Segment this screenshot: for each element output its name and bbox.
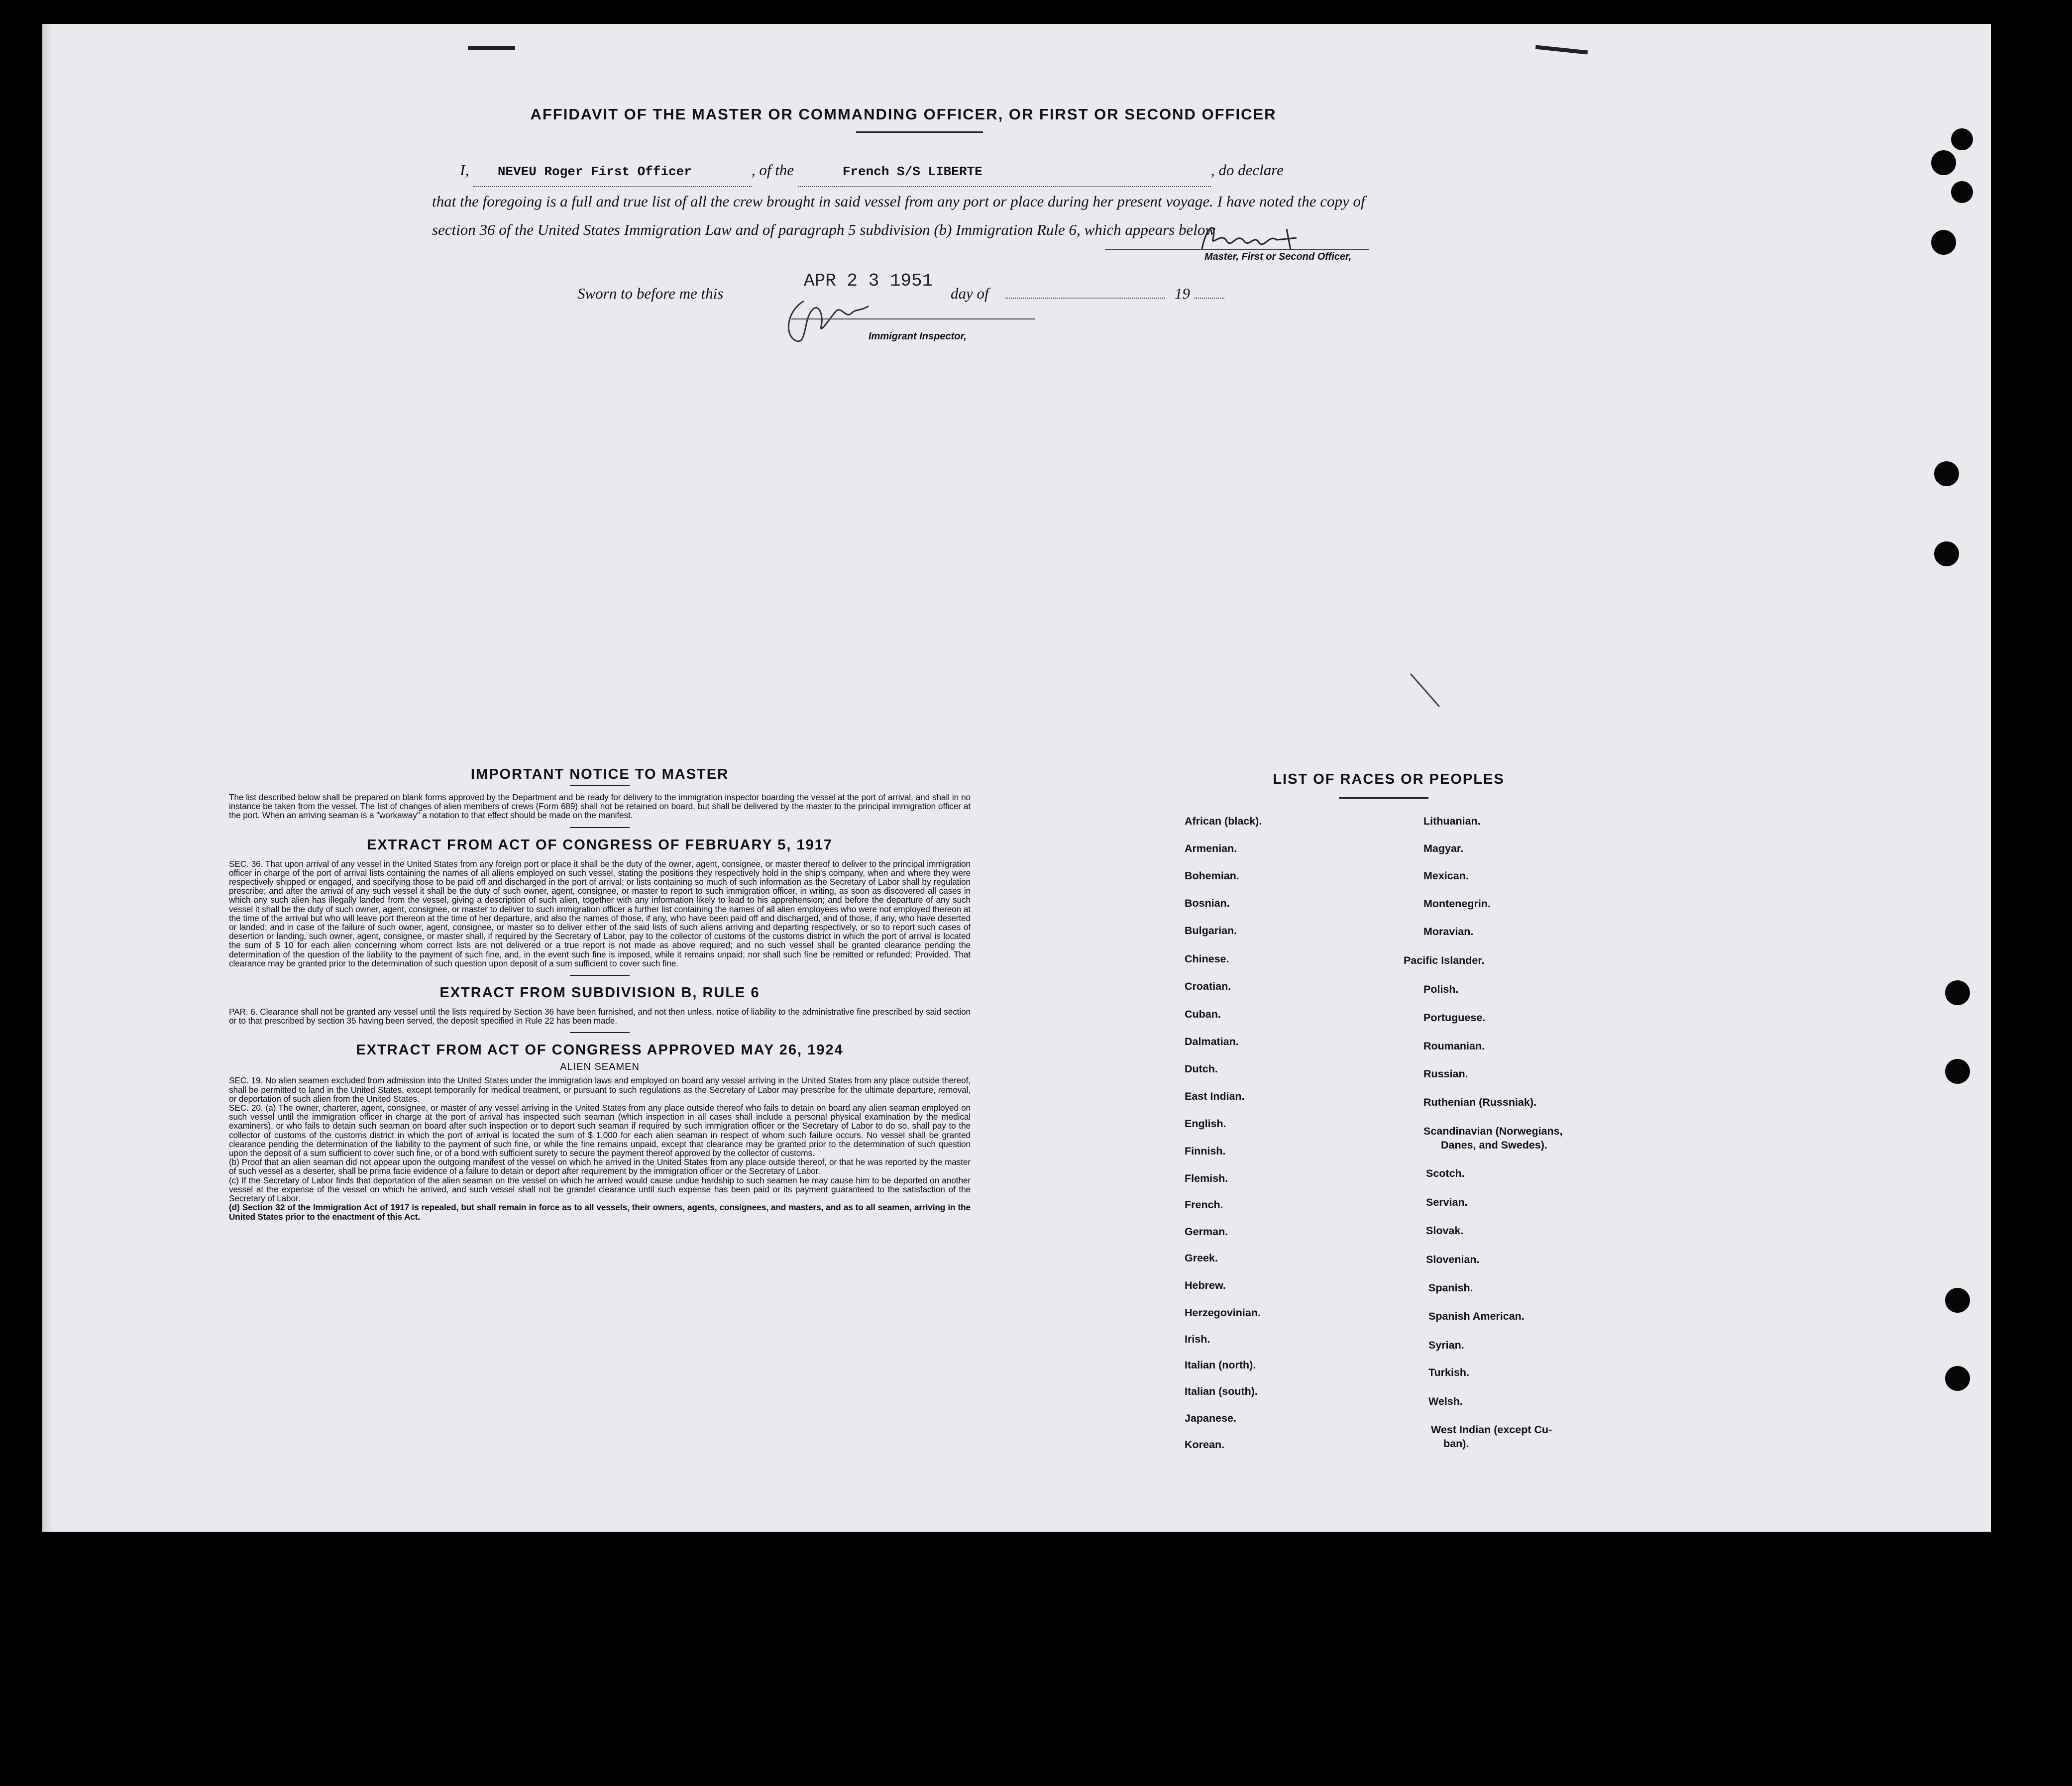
races-title: LIST OF RACES OR PEOPLES <box>1273 771 1505 787</box>
stray-mark <box>1409 672 1443 712</box>
subdivision-title: EXTRACT FROM SUBDIVISION B, RULE 6 <box>439 985 760 1001</box>
race-item: Armenian. <box>1185 842 1237 854</box>
race-item: Hebrew. <box>1185 1279 1226 1291</box>
punch-hole <box>1931 230 1956 255</box>
punch-hole <box>1934 541 1959 566</box>
extract-1924-paragraph: (c) If the Secretary of Labor finds that deportation of the alien seaman on the vessel on which he arrived would cause undue hardship to such seamen he may cause him to be deported on another vessel at the expense of the vessel on which he arrived, and such vessel shall not be grandet clearance until such expense has been paid or its payment guaranteed to the satisfaction of the Secretary of Labor. <box>229 1175 971 1204</box>
punch-hole <box>1945 980 1970 1005</box>
race-item: Herzegovinian. <box>1185 1307 1261 1319</box>
race-item: Finnish. <box>1185 1145 1226 1157</box>
race-item: Dalmatian. <box>1185 1036 1239 1048</box>
race-item: Spanish. <box>1428 1282 1473 1294</box>
race-item: Bohemian. <box>1185 870 1239 882</box>
race-item: Cuban. <box>1185 1008 1221 1020</box>
race-item: ban). <box>1443 1438 1469 1450</box>
race-item: Flemish. <box>1185 1172 1228 1184</box>
affidavit-title: AFFIDAVIT OF THE MASTER OR COMMANDING OFFICER, OR FIRST OR SECOND OFFICER <box>530 105 1277 123</box>
officer-signature <box>1197 219 1316 256</box>
race-item: Scotch. <box>1426 1167 1465 1179</box>
title-underline <box>856 131 983 133</box>
punch-hole <box>1934 461 1959 486</box>
notice-divider <box>570 827 630 828</box>
extract-1924-paragraph: (d) Section 32 of the Immigration Act of 1917 is repealed, but shall remain in force as to all vessels, their owners, agents, consignees, and masters, and as to all seamen, arriving in the United States prior to the enactment of this Act. <box>229 1202 971 1222</box>
extract-1924-title: EXTRACT FROM ACT OF CONGRESS APPROVED MAY 26, 1924 <box>356 1042 844 1058</box>
extract-1917-text: SEC. 36. That upon arrival of any vessel in the United States from any foreign port or place it shall be the duty of the owner, agent, consignee, or master thereof to deliver to the principal immigration officer in charge of the port of arrival lists containing the names of all aliens employed on such vessel, stating the positions they respectively hold in the ship's company, when and where they were respectively shipped or engaged, and specifying those to be paid off and discharged in the port of arrival; or lists containing so much of such information as the Secretary of Labor shall by regulation prescribe; and after the arrival of any such vessel it shall be the duty of such owner, agent, consignee, or master to report to such immigration officer, in writing, as soon as discovered all cases in which any such alien has illegally landed from the vessel, giving a description of such alien, together with any information likely to lead to his apprehension; and before the departure of any such vessel it shall be the duty of such owner, agent, consignee, or master to deliver to such immigration officer a further list containing the names of all alien employees who were not employed thereon at the time of the arrival but who will leave port thereon at the time of her departure, and also the names of those, if any, who have been paid off and discharged, and of those, if any, who have deserted or landed; and in case of the failure of such owner, agent, consignee, or master so to deliver either of the said lists of such aliens arriving and departing respectively, or so to report such cases of desertion or landing, such owner, agent, consignee, or master shall, if required by the Secretary of Labor, pay to the collector of customs of the customs district in which the port of arrival is located the sum of $ 10 for each alien concerning whom correct lists are not delivered or a true report is not made as above required; and no such vessel shall be granted clearance pending the determination of the question of the liability to the payment of such fine, and, in the event such fine is imposed, while it remains unpaid; nor shall such fine be remitted or refunded; Provided. That clearance may be granted prior to the determination of such question upon deposit of a sum sufficient to cover such fine. <box>229 858 971 968</box>
punch-hole <box>1951 128 1973 150</box>
race-item: Russian. <box>1423 1068 1468 1080</box>
officer-label: Master, First or Second Officer, <box>1204 251 1352 262</box>
race-item: Scandinavian (Norwegians, <box>1423 1125 1563 1137</box>
race-item: East Indian. <box>1185 1090 1245 1102</box>
race-item: Polish. <box>1423 983 1459 995</box>
declaration-of-the: , of the <box>751 161 794 179</box>
race-item: Spanish American. <box>1428 1310 1525 1322</box>
notice-text: The list described below shall be prepared on blank forms approved by the Department and be ready for delivery to the immigration inspector boarding the vessel at the port of arrival, and shall in no instance be taken from the vessel. The list of changes of alien members of crews (Form 689) shall not be retained on board, but shall be delivered by the master to the principal immigration officer at the port. When an arriving seaman is a "workaway" a notation to that effect should be made on the manifest. <box>229 792 971 821</box>
declaration-line <box>460 156 1373 187</box>
extract-1924-paragraph: SEC. 19. No alien seamen excluded from admission into the United States under the immigration laws and employed on board any vessel arriving in the United States from any place outside thereof, shall be permitted to land in the United States, except temporarily for medical treatment, or pursuant to such regulations as the Secretary of Labor may prescribe for the ultimate departure, removal, or deportation of such alien from the United States. <box>229 1075 971 1104</box>
race-item: French. <box>1185 1199 1223 1211</box>
race-item: Moravian. <box>1423 926 1474 938</box>
race-item: African (black). <box>1185 815 1262 827</box>
race-item: English. <box>1185 1118 1226 1130</box>
subdivision-divider <box>570 1032 630 1033</box>
punch-hole <box>1931 150 1956 175</box>
race-item: Japanese. <box>1185 1412 1236 1424</box>
race-item: Dutch. <box>1185 1063 1218 1075</box>
edge-mark <box>468 46 515 50</box>
race-item: Chinese. <box>1185 953 1229 965</box>
race-item: Slovak. <box>1426 1225 1464 1237</box>
race-item: Pacific Islander. <box>1404 954 1485 966</box>
alien-seamen-subtitle: ALIEN SEAMEN <box>560 1061 640 1073</box>
race-item: Syrian. <box>1428 1339 1464 1351</box>
punch-hole <box>1945 1366 1970 1391</box>
race-item: Mexican. <box>1423 870 1469 882</box>
declaration-i: I, <box>460 161 469 179</box>
year-line <box>1195 298 1224 299</box>
race-item: Danes, and Swedes). <box>1441 1139 1547 1151</box>
race-item: Portuguese. <box>1423 1012 1486 1024</box>
races-underline <box>1339 797 1428 799</box>
race-item: West Indian (except Cu- <box>1431 1424 1552 1436</box>
sworn-text: Sworn to before me this <box>577 285 724 302</box>
race-item: Irish. <box>1185 1333 1210 1345</box>
race-item: Lithuanian. <box>1423 815 1481 827</box>
extract-1924-paragraph: SEC. 20. (a) The owner, charterer, agent, consignee, or master of any vessel arriving in the United States from any place outside thereof who fails to detain on board any alien seaman employed on such vessel until the immigration officer in charge at the port of arrival has inspected such seaman (which inspection in all cases shall include a personal physical examination by the medical examiners), or who fails to detain such seaman on board after such inspection or to deport such seaman if required by such immigration officer or the Secretary of Labor to do so, shall pay to the collector of customs of the customs district in which the port of arrival is located the sum of $ 1,000 for each alien seaman in respect of whom such failure occurs. No vessel shall be granted clearance pending the determination of the liability to the payment of such fine, or while the fine remains unpaid, except that clearance may be granted prior to the determination of such question upon the deposit of a sum sufficient to cover such fine, or of a bond with sufficient surety to secure the payment thereof approved by the collector of customs. <box>229 1103 971 1158</box>
inspector-signature-text: J.J. Twomey <box>776 291 779 292</box>
race-item: Italian (north). <box>1185 1359 1256 1371</box>
declaration-body: that the foregoing is a full and true list of all the crew brought in said vessel from any port or place during her present voyage. I have noted the copy of section 36 of the United States Immigration Law and of paragraph 5 subdivision (b) Immigration Rule 6, which appears below <box>432 193 1365 238</box>
notice-column <box>229 766 971 1221</box>
race-item: Magyar. <box>1423 842 1464 854</box>
notice-title: IMPORTANT NOTICE TO MASTER <box>470 766 729 782</box>
race-item: Croatian. <box>1185 980 1231 992</box>
punch-hole <box>1945 1288 1970 1313</box>
vessel-name-field: French S/S LIBERTE <box>798 158 1211 187</box>
day-of-label: day of <box>951 285 989 302</box>
extract-1917-divider <box>570 975 630 976</box>
inspector-signature-line <box>791 318 1035 319</box>
race-item: Bulgarian. <box>1185 925 1237 937</box>
punch-hole <box>1945 1059 1970 1084</box>
race-item: Slovenian. <box>1426 1254 1480 1265</box>
race-item: Greek. <box>1185 1252 1218 1264</box>
extract-1917-title: EXTRACT FROM ACT OF CONGRESS OF FEBRUARY 5, 1917 <box>366 837 833 853</box>
officer-name-field: NEVEU Roger First Officer <box>473 158 752 187</box>
notice-rule <box>570 785 630 786</box>
sheet-edge <box>42 24 52 1532</box>
race-item: Montenegrin. <box>1423 898 1491 910</box>
subdivision-text: PAR. 6. Clearance shall not be granted any vessel until the lists required by Section 36 have been furnished, and not then unless, notice of liability to the administrative fine prescribed by said section or to that prescribed by section 35 having been served, the deposit specified in Rule 22 has been made. <box>229 1007 971 1026</box>
date-stamp: APR 2 3 1951 <box>804 271 933 291</box>
inspector-label: Immigrant Inspector, <box>869 331 967 342</box>
race-item: Ruthenian (Russniak). <box>1423 1096 1536 1108</box>
race-item: Bosnian. <box>1185 897 1230 909</box>
race-item: Roumanian. <box>1423 1040 1485 1052</box>
race-item: Korean. <box>1185 1439 1225 1451</box>
race-item: Welsh. <box>1428 1395 1463 1407</box>
day-line <box>1005 298 1165 299</box>
race-item: Turkish. <box>1428 1366 1470 1378</box>
punch-hole <box>1951 181 1973 203</box>
year-prefix: 19 <box>1175 285 1190 302</box>
race-item: Italian (south). <box>1185 1385 1258 1397</box>
extract-1924-paragraph: (b) Proof that an alien seaman did not appear upon the outgoing manifest of the vessel on which he arrived in the United States from any place outside thereof, or that he was reported by the master of such vessel as a deserter, shall be prima facie evidence of a failure to detain or deport after requirement by the immigration officer or the Secretary of Labor. <box>229 1157 971 1176</box>
race-item: Servian. <box>1426 1196 1468 1208</box>
declaration-end: , do declare <box>1210 161 1284 179</box>
race-item: German. <box>1185 1226 1228 1238</box>
